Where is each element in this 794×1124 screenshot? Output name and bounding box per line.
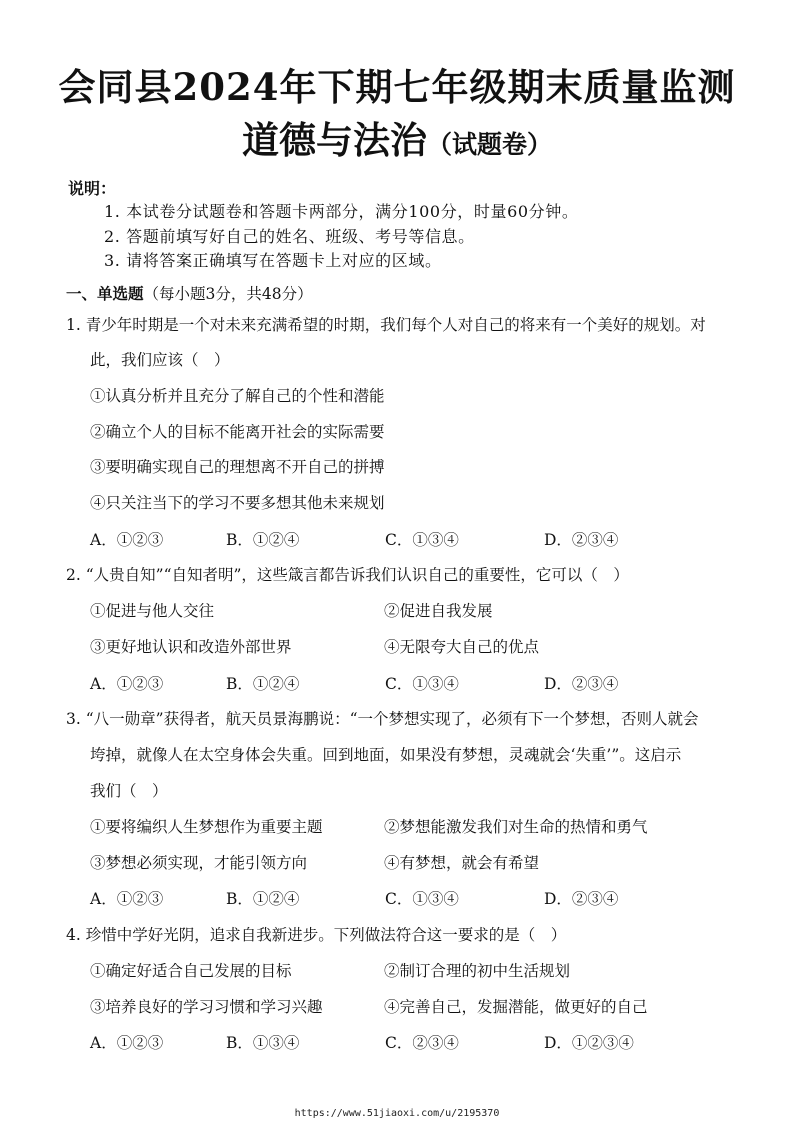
question-4-option: ①确定好适合自己发展的目标 (90, 962, 292, 980)
question-3-option: ④有梦想，就会有希望 (384, 854, 540, 872)
question-4-option: ④完善自己，发掘潜能，做更好的自己 (384, 998, 648, 1016)
instruction-item: 3. 请将答案正确填写在答题卡上对应的区域。 (104, 251, 442, 270)
question-3-option: ③梦想必须实现，才能引领方向 (90, 854, 308, 872)
question-2-option: ④无限夸大自己的优点 (384, 638, 540, 656)
section-note: （每小题3分，共48分） (143, 285, 313, 303)
exam-title-line1: 会同县2024年下期七年级期末质量监测 (58, 65, 736, 109)
question-1-option: ③要明确实现自己的理想离不开自己的拼搏 (90, 458, 385, 476)
question-1-option: ④只关注当下的学习不要多想其他未来规划 (90, 494, 385, 512)
question-1-choice-a: A．①②③ (90, 531, 164, 549)
question-2-option: ③更好地认识和改造外部世界 (90, 638, 292, 656)
question-3-choice-c: C．①③④ (385, 890, 459, 908)
question-1-stem-line: 1. 青少年时期是一个对未来充满希望的时期，我们每个人对自己的将来有一个美好的规划。对 (66, 316, 706, 334)
instruction-item: 1. 本试卷分试题卷和答题卡两部分，满分100分，时量60分钟。 (104, 202, 579, 221)
question-2-choice-c: C．①③④ (385, 675, 459, 693)
question-2-option: ②促进自我发展 (384, 602, 493, 620)
question-4-option: ②制订合理的初中生活规划 (384, 962, 571, 980)
question-1-choice-d: D．②③④ (544, 531, 619, 549)
exam-title-line2 (0, 115, 794, 170)
question-3-choice-b: B．①②④ (226, 890, 300, 908)
question-2-choice-a: A．①②③ (90, 675, 164, 693)
question-4-option: ③培养良好的学习习惯和学习兴趣 (90, 998, 323, 1016)
question-4-choice-b: B．①③④ (226, 1034, 300, 1052)
question-1-option: ①认真分析并且充分了解自己的个性和潜能 (90, 387, 385, 405)
question-2-choice-d: D．②③④ (544, 675, 619, 693)
question-2-stem-line: 2. “人贵自知”“自知者明”，这些箴言都告诉我们认识自己的重要性，它可以（ ） (66, 566, 629, 584)
question-3-stem-line: 3. “八一勋章”获得者，航天员景海鹏说：“一个梦想实现了，必须有下一个梦想，否则人就会 (66, 710, 699, 728)
footer-url: https://www.51jiaoxi.com/u/2195370 (294, 1108, 500, 1119)
question-4-choice-d: D．①②③④ (544, 1034, 634, 1052)
question-3-option: ②梦想能激发我们对生命的热情和勇气 (384, 818, 648, 836)
question-2-option: ①促进与他人交往 (90, 602, 215, 620)
question-1-choice-b: B．①②④ (226, 531, 300, 549)
instruction-item: 2. 答题前填写好自己的姓名、班级、考号等信息。 (104, 227, 475, 246)
question-3-choice-a: A．①②③ (90, 890, 164, 908)
instructions-heading: 说明： (68, 179, 117, 198)
section-label: 一、单选题 (66, 285, 144, 303)
subject-title: 道德与法治 (241, 118, 427, 162)
question-3-option: ①要将编织人生梦想作为重要主题 (90, 818, 323, 836)
section-heading (66, 284, 313, 304)
question-2-choice-b: B．①②④ (226, 675, 300, 693)
question-4-stem-line: 4. 珍惜中学好光阴，追求自我新进步。下列做法符合这一要求的是（ ） (66, 926, 567, 944)
question-1-choice-c: C．①③④ (385, 531, 459, 549)
question-1-stem-line: 此，我们应该（ ） (90, 351, 230, 369)
question-3-stem-line: 垮掉，就像人在太空身体会失重。回到地面，如果没有梦想，灵魂就会‘失重’”。这启示 (90, 746, 682, 764)
question-1-option: ②确立个人的目标不能离开社会的实际需要 (90, 423, 385, 441)
question-3-choice-d: D．②③④ (544, 890, 619, 908)
subject-subtitle: （试题卷） (426, 130, 552, 159)
question-4-choice-c: C．②③④ (385, 1034, 459, 1052)
question-4-choice-a: A．①②③ (90, 1034, 164, 1052)
question-3-stem-line: 我们（ ） (90, 782, 168, 800)
